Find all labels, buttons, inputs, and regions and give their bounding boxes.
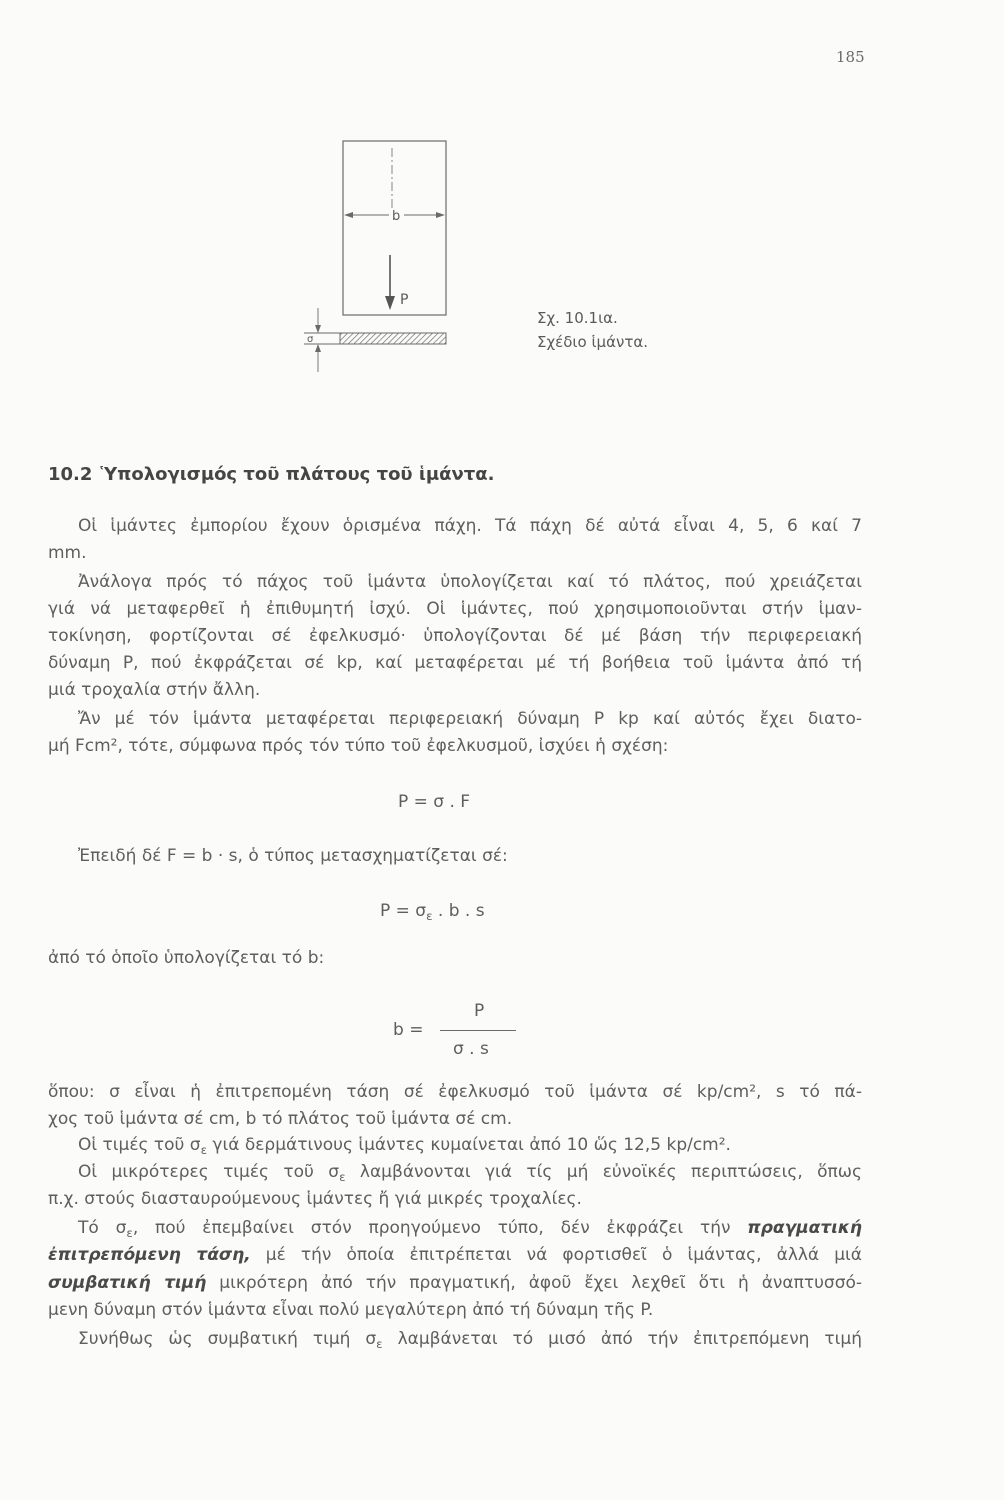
body-line: μενη δύναμη στόν ἱμάντα εἶναι πολύ μεγαλύτερη ἀπό τή δύναμη τῆς P. (48, 1300, 654, 1320)
section-number: 10.2 (48, 464, 93, 485)
text-run: Συνήθως ὡς συμβατική τιμή σ (78, 1329, 377, 1349)
formula-width-lhs: b = (393, 1020, 424, 1040)
text-run: , πού ἐπεμβαίνει στόν προηγούμενο τύπο, δέν ἐκφράζει τήν (132, 1218, 748, 1238)
figure-caption-title: Σχέδιο ἱμάντα. (537, 333, 649, 351)
emphasis-run: συμβατική τιμή (48, 1273, 207, 1293)
formula-subscript: ε (426, 909, 433, 924)
page-number: 185 (836, 48, 865, 66)
body-line: τοκίνηση, φορτίζονται σέ ἐφελκυσμό· ὑπολογίζονται δέ μέ βάση τήν περιφερειακή (48, 626, 862, 646)
body-line (78, 1215, 862, 1241)
text-subscript: ε (376, 1337, 383, 1352)
text-run: μικρότερη ἀπό τήν πραγματική, ἀφοῦ ἔχει λεχθεῖ ὅτι ἡ ἀναπτυσσό- (206, 1273, 862, 1293)
text-run: μέ τήν ὁποία ἐπιτρέπεται νά φορτισθεῖ ὁ ἱμάντας, ἀλλά μιά (250, 1245, 862, 1265)
force-arrowhead (385, 296, 395, 310)
body-line (48, 1242, 862, 1268)
section-heading (48, 462, 494, 488)
body-line (78, 1159, 862, 1185)
body-line: μιά τροχαλία στήν ἄλλη. (48, 680, 261, 700)
belt-cross-section (340, 333, 446, 344)
width-label: b (392, 209, 401, 224)
text-run: λαμβάνεται τό μισό ἀπό τήν ἐπιτρεπόμενη τιμή (382, 1329, 863, 1349)
belt-outline (343, 141, 446, 315)
text-subscript: ε (126, 1226, 133, 1241)
belt-diagram (290, 130, 460, 380)
text-subscript: ε (339, 1170, 346, 1185)
width-arrowhead-left (344, 212, 353, 218)
body-line: Ἀνάλογα πρός τό πάχος τοῦ ἱμάντα ὑπολογίζεται καί τό πλάτος, πού χρειάζεται (78, 572, 862, 592)
force-label: P (400, 292, 409, 308)
body-line: π.χ. στούς διασταυρούμενους ἱμάντες ἤ γιά μικρές τροχαλίες. (48, 1189, 582, 1209)
emphasis-run: πραγματική (747, 1218, 862, 1238)
body-line: γιά νά μεταφερθεῖ ἡ ἐπιθυμητή ἰσχύ. Οἱ ἱμάντες, πού χρησιμοποιοῦνται στήν ἱμαν- (48, 599, 862, 619)
formula-part: . b . s (432, 901, 485, 921)
body-line: ἀπό τό ὁποῖο ὑπολογίζεται τό b: (48, 948, 325, 968)
body-line: Ἄν μέ τόν ἱμάντα μεταφέρεται περιφερειακή δύναμη P kp καί αὐτός ἔχει διατο- (78, 709, 862, 729)
body-line: mm. (48, 543, 87, 563)
body-line: Ἐπειδή δέ F = b · s, ὁ τύπος μετασχηματίζεται σέ: (78, 846, 508, 866)
body-line: ὅπου: σ εἶναι ἡ ἐπιτρεπομένη τάση σέ ἐφελκυσμό τοῦ ἱμάντα σέ kp/cm², s τό πά- (48, 1082, 862, 1102)
body-line (48, 1270, 862, 1296)
body-line: μή Fcm², τότε, σύμφωνα πρός τόν τύπο τοῦ ἐφελκυσμοῦ, ἰσχύει ἡ σχέση: (48, 736, 669, 756)
width-arrowhead-right (436, 212, 445, 218)
formula-force: P = σ . F (398, 792, 471, 812)
body-line: χος τοῦ ἱμάντα σέ cm, b τό πλάτος τοῦ ἱμάντα σέ cm. (48, 1109, 513, 1129)
text-run: Τό σ (78, 1218, 127, 1238)
formula-part: P = σ (380, 901, 427, 921)
thickness-arrowhead-down (315, 325, 321, 333)
body-line: Οἱ ἱμάντες ἐμπορίου ἔχουν ὁρισμένα πάχη. Τά πάχη δέ αὐτά εἶναι 4, 5, 6 καί 7 (78, 516, 862, 536)
text-run: Οἱ μικρότερες τιμές τοῦ σ (78, 1162, 340, 1182)
formula-width-denominator: σ . s (453, 1039, 489, 1059)
text-run: Οἱ τιμές τοῦ σ (78, 1135, 201, 1155)
body-line: δύναμη P, πού ἐκφράζεται σέ kp, καί μεταφέρεται μέ τή βοήθεια τοῦ ἱμάντα ἀπό τή (48, 653, 862, 673)
thickness-label: σ (307, 334, 314, 345)
thickness-arrowhead-up (315, 344, 321, 352)
emphasis-run: ἐπιτρεπόμενη τάση, (48, 1245, 251, 1265)
formula-fraction-bar (440, 1030, 516, 1031)
figure-caption-number: Σχ. 10.1ια. (537, 309, 618, 327)
body-line (78, 1132, 862, 1158)
formula-width-numerator: P (474, 1001, 485, 1021)
text-subscript: ε (200, 1143, 207, 1158)
body-line (78, 1326, 862, 1352)
text-run: λαμβάνονται γιά τίς μή εὐνοϊκές περιπτώσεις, ὅπως (345, 1162, 862, 1182)
section-title: Ὑπολογισμός τοῦ πλάτους τοῦ ἱμάντα. (100, 464, 495, 485)
formula-force-expanded (380, 898, 485, 924)
text-run: γιά δερμάτινους ἱμάντες κυμαίνεται ἀπό 10 ὥς 12,5 kp/cm². (207, 1135, 731, 1155)
